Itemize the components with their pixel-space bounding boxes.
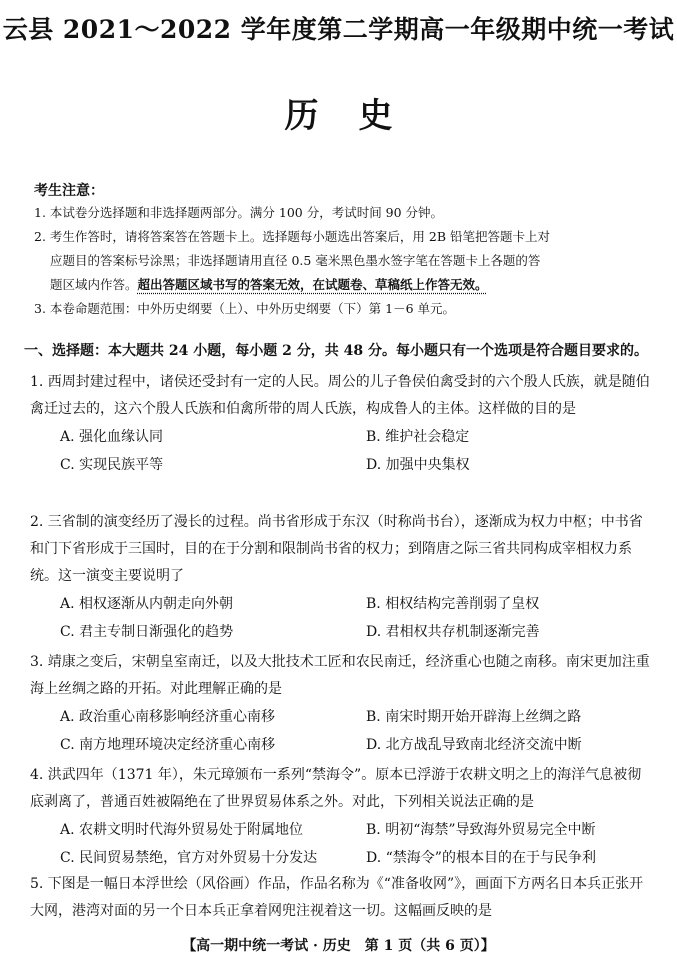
options [60,590,653,646]
question-4 [30,762,653,872]
option-c: C. 民间贸易禁绝，官方对外贸易十分发达 [60,850,318,866]
option-d: D. “禁海令”的根本目的在于与民争利 [366,850,596,866]
question-stem: 4. 洪武四年（1371 年），朱元璋颁布一系列“禁海令”。原本已浮游于农耕文明之上的海洋气息被彻底剥离了，普通百姓被隔绝在了世界贸易体系之外。对此，下列相关说法正确的是 [30,767,642,810]
option-a: A. 强化血缘认同 [60,429,164,445]
notice-item-2-line-2-text: 应题目的答案标号涂黑；非选择题请用直径 0.5 毫米黑色墨水签字笔在答题卡上各题的答 [50,253,541,268]
option-c: C. 南方地理环境决定经济重心南移 [60,737,276,753]
notice-item-1: 1. 本试卷分选择题和非选择题两部分。满分 100 分，考试时间 90 分钟。 [34,205,444,220]
question-3 [30,649,653,759]
options [60,703,653,759]
section-heading: 一、选择题：本大题共 24 小题，每小题 2 分，共 48 分。每小题只有一个选项是符合题目要求的。 [24,343,648,359]
option-a: A. 政治重心南移影响经济重心南移 [60,709,276,725]
question-stem: 5. 下图是一幅日本浮世绘（风俗画）作品，作品名称为《“准备收网”》，画面下方两名日本兵正张开大网，港湾对面的另一个日本兵正拿着网兜注视着这一切。这幅画反映的是 [30,876,644,919]
notice-item-2-line-2 [34,249,540,273]
option-a: A. 农耕文明时代海外贸易处于附属地位 [60,822,304,838]
question-stem: 3. 靖康之变后，宋朝皇室南迁，以及大批技术工匠和农民南迁，经济重心也随之南移。南宋更加注重海上丝绸之路的开拓。对此理解正确的是 [30,654,650,697]
question-stem: 1. 西周封建过程中，诸侯还受封有一定的人民。周公的儿子鲁侯伯禽受封的六个殷人氏族，就是随伯禽迁过去的，这六个殷人氏族和伯禽所带的周人氏族，构成鲁人的主体。这样做的目的是 [30,374,650,417]
option-b: B. 明初“海禁”导致海外贸易完全中断 [366,822,596,838]
option-d: D. 君相权共存机制逐渐完善 [366,624,540,640]
option-b: B. 维护社会稳定 [366,429,470,445]
question-stem: 2. 三省制的演变经历了漫长的过程。尚书省形成于东汉（时称尚书台），逐渐成为权力中枢；中书省和门下省形成于三国时，目的在于分割和限制尚书省的权力；到隋唐之际三省共同构成宰相权力系统。这一演变主要说明了 [30,514,643,584]
subject-title: 历史 [284,96,433,136]
option-b: B. 南宋时期开始开辟海上丝绸之路 [366,709,582,725]
exam-title: 云县 2021～2022 学年度第二学期高一年级期中统一考试 [2,15,675,44]
question-1 [30,369,653,479]
notice-heading: 考生注意： [34,183,104,199]
notice-emphasis: 超出答题区域书写的答案无效，在试题卷、草稿纸上作答无效。 [137,277,488,292]
option-b: B. 相权结构完善削弱了皇权 [366,596,540,612]
options [60,816,653,872]
page-footer: 【高一期中统一考试 · 历史 第 1 页（共 6 页）】 [182,938,495,954]
option-c: C. 君主专制日渐强化的趋势 [60,624,234,640]
option-d: D. 加强中央集权 [366,457,470,473]
question-2 [30,509,653,646]
options [60,423,653,479]
notice-item-2-line-3 [34,273,488,297]
notice-item-2-line-1: 2. 考生作答时，请将答案答在答题卡上。选择题每小题选出答案后，用 2B 铅笔把答题卡上对 [34,229,550,244]
option-d: D. 北方战乱导致南北经济交流中断 [366,737,582,753]
question-5 [30,871,653,925]
notice-item-3: 3. 本卷命题范围：中外历史纲要（上）、中外历史纲要（下）第 1－6 单元。 [34,301,456,316]
option-c: C. 实现民族平等 [60,457,164,473]
option-a: A. 相权逐渐从内朝走向外朝 [60,596,234,612]
notice-item-2-line-3-text: 题区域内作答。 [50,277,138,292]
